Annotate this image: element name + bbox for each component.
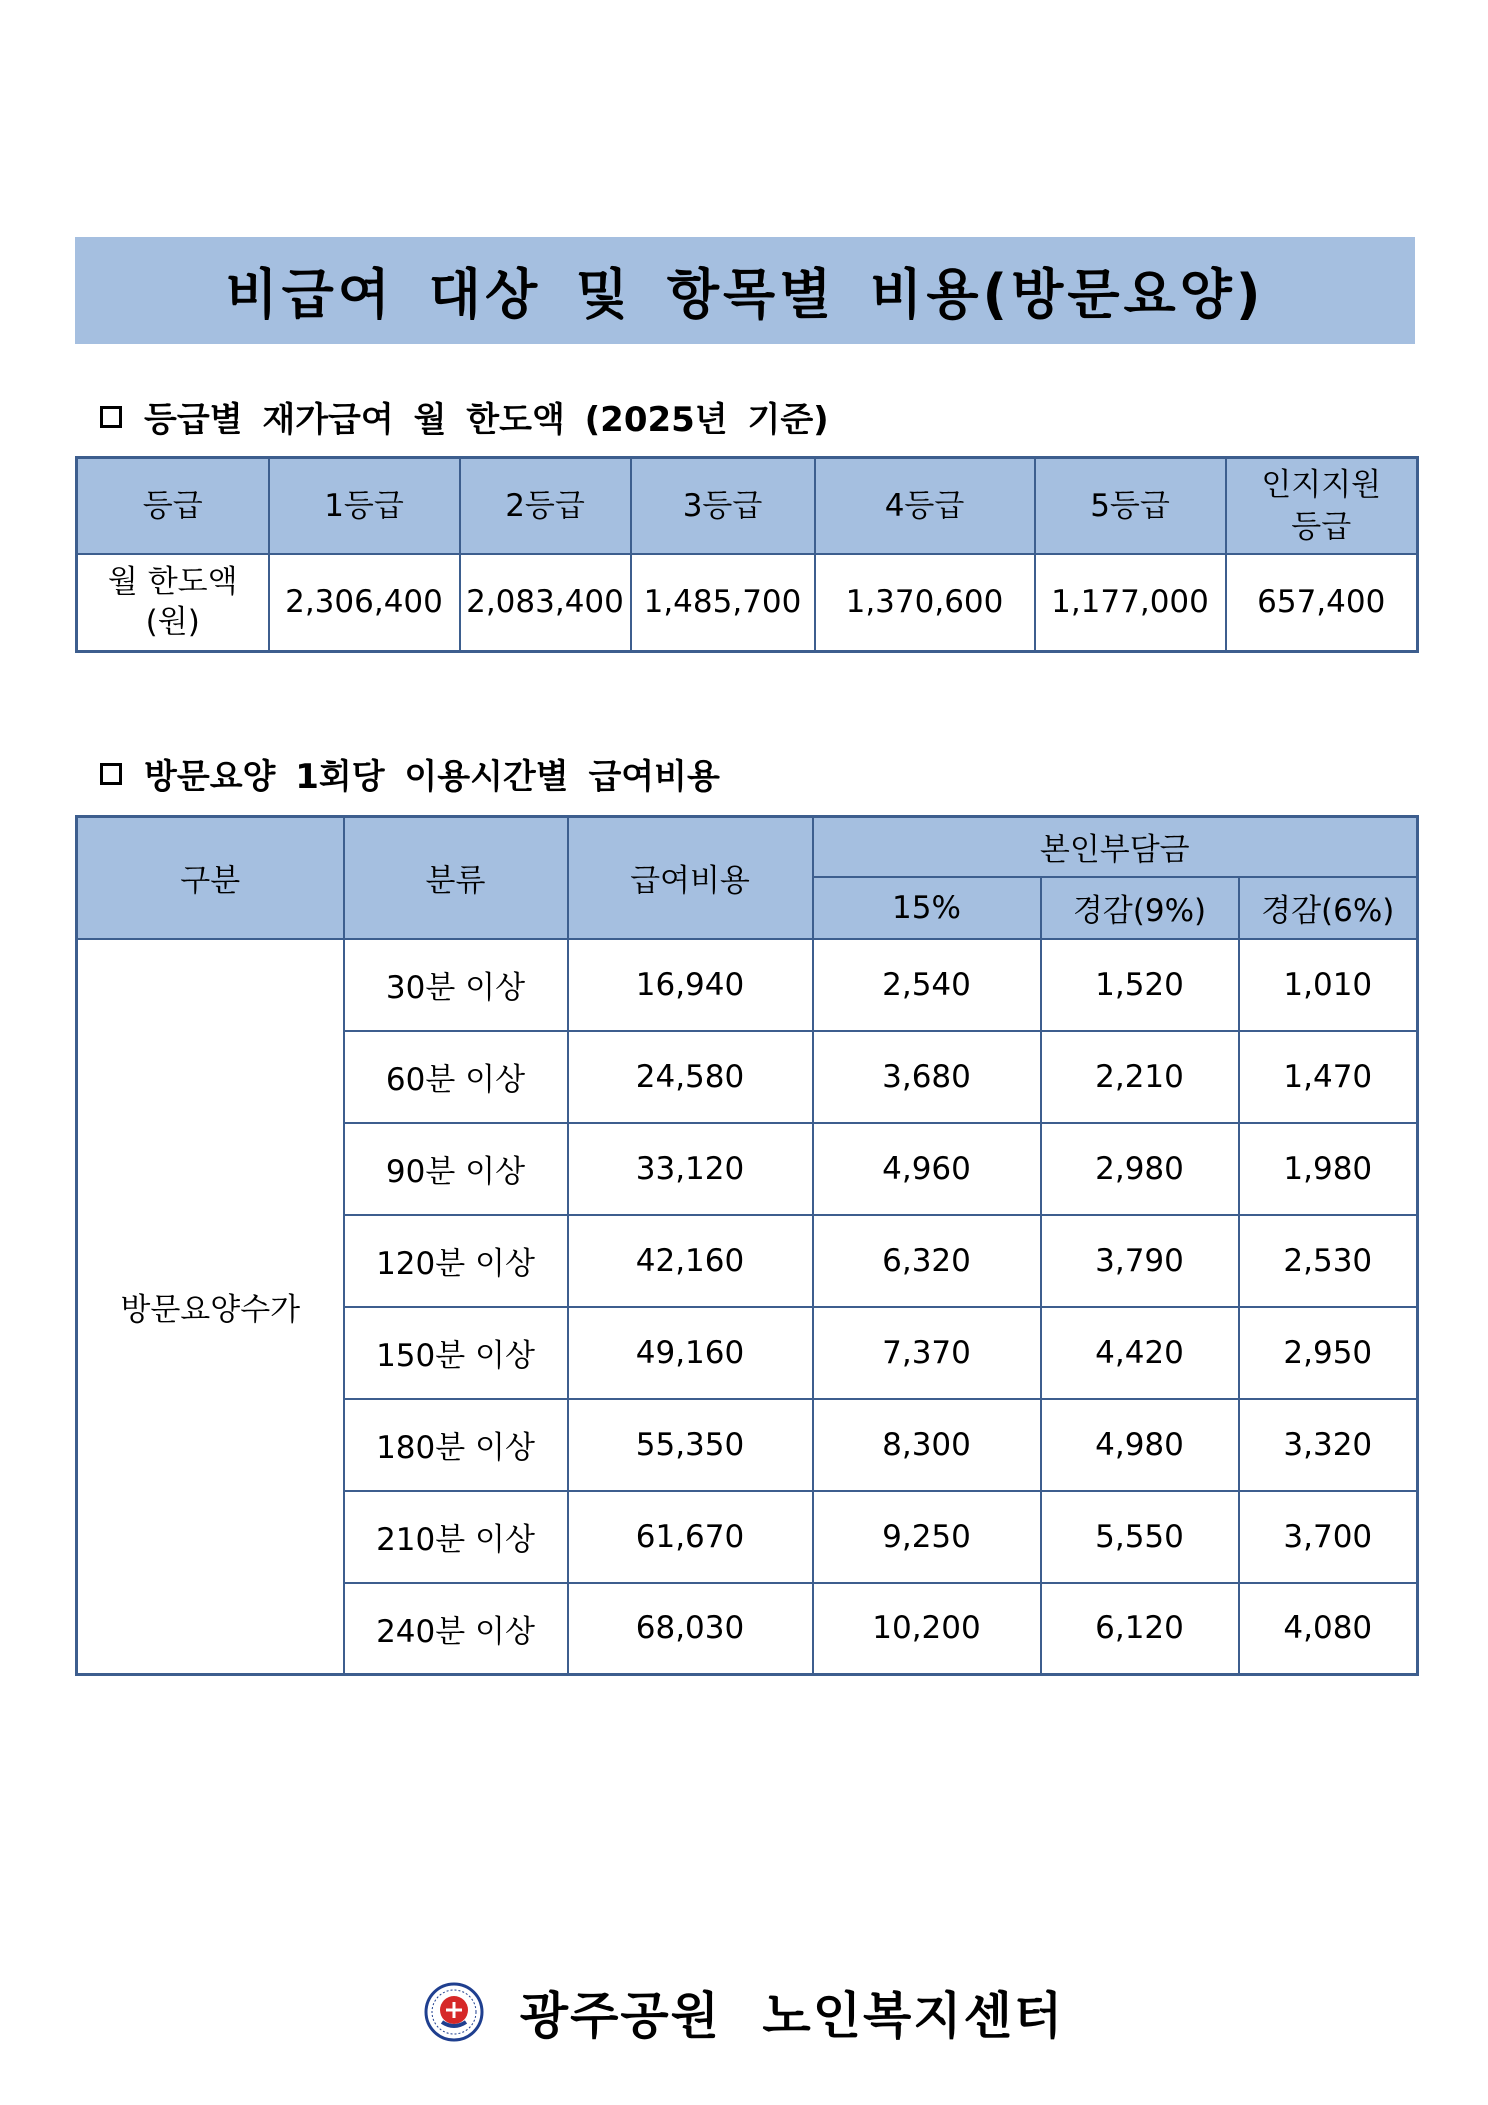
copay-6-cell: 1,980 — [1239, 1123, 1418, 1215]
header-cell: 4등급 — [815, 458, 1035, 554]
time-cell: 120분 이상 — [344, 1215, 568, 1307]
value-cell: 2,083,400 — [460, 554, 631, 652]
value-cell: 2,306,400 — [269, 554, 460, 652]
header-cell: 구분 — [77, 817, 344, 939]
cost-cell: 49,160 — [568, 1307, 813, 1399]
cost-cell: 33,120 — [568, 1123, 813, 1215]
row-label: 월 한도액 (원) — [77, 554, 269, 652]
copay-9-cell: 3,790 — [1041, 1215, 1239, 1307]
copay-6-cell: 2,950 — [1239, 1307, 1418, 1399]
table-row — [77, 939, 1418, 1031]
header-cell: 경감(9%) — [1041, 877, 1239, 939]
copay-9-cell: 4,420 — [1041, 1307, 1239, 1399]
cost-by-time-table — [75, 815, 1419, 1676]
header-cell: 5등급 — [1035, 458, 1226, 554]
copay-6-cell: 4,080 — [1239, 1583, 1418, 1675]
table-row — [77, 554, 1418, 652]
copay-15-cell: 4,960 — [813, 1123, 1041, 1215]
copay-9-cell: 6,120 — [1041, 1583, 1239, 1675]
cost-cell: 61,670 — [568, 1491, 813, 1583]
header-cell: 3등급 — [631, 458, 815, 554]
time-cell: 240분 이상 — [344, 1583, 568, 1675]
copay-15-cell: 9,250 — [813, 1491, 1041, 1583]
value-cell: 1,370,600 — [815, 554, 1035, 652]
title-band — [75, 237, 1415, 344]
org-emblem-icon — [424, 1982, 484, 2042]
copay-9-cell: 1,520 — [1041, 939, 1239, 1031]
copay-15-cell: 3,680 — [813, 1031, 1041, 1123]
copay-9-cell: 4,980 — [1041, 1399, 1239, 1491]
value-cell: 1,177,000 — [1035, 554, 1226, 652]
time-cell: 90분 이상 — [344, 1123, 568, 1215]
section-heading-cost-by-time — [100, 749, 720, 798]
footer — [0, 1976, 1488, 2048]
header-cell: 분류 — [344, 817, 568, 939]
copay-6-cell: 3,700 — [1239, 1491, 1418, 1583]
cost-cell: 42,160 — [568, 1215, 813, 1307]
copay-15-cell: 7,370 — [813, 1307, 1041, 1399]
copay-15-cell: 10,200 — [813, 1583, 1041, 1675]
section-heading-text: 방문요양 1회당 이용시간별 급여비용 — [144, 757, 720, 797]
header-cell: 15% — [813, 877, 1041, 939]
copay-6-cell: 1,470 — [1239, 1031, 1418, 1123]
table-header-row — [77, 817, 1418, 877]
monthly-limit-table — [75, 456, 1419, 653]
header-cell: 등급 — [77, 458, 269, 554]
org-name: 광주공원 노인복지센터 — [519, 1987, 1065, 2045]
section-heading-text: 등급별 재가급여 월 한도액 (2025년 기준) — [144, 400, 829, 440]
header-cell: 본인부담금 — [813, 817, 1418, 877]
table-header-row — [77, 458, 1418, 554]
copay-6-cell: 2,530 — [1239, 1215, 1418, 1307]
header-cell: 인지지원 등급 — [1226, 458, 1418, 554]
copay-9-cell: 2,980 — [1041, 1123, 1239, 1215]
copay-15-cell: 6,320 — [813, 1215, 1041, 1307]
time-cell: 180분 이상 — [344, 1399, 568, 1491]
checkbox-bullet-icon — [100, 763, 122, 785]
copay-6-cell: 3,320 — [1239, 1399, 1418, 1491]
value-cell: 657,400 — [1226, 554, 1418, 652]
copay-15-cell: 8,300 — [813, 1399, 1041, 1491]
cost-cell: 68,030 — [568, 1583, 813, 1675]
time-cell: 150분 이상 — [344, 1307, 568, 1399]
copay-15-cell: 2,540 — [813, 939, 1041, 1031]
cost-cell: 16,940 — [568, 939, 813, 1031]
value-cell: 1,485,700 — [631, 554, 815, 652]
time-cell: 60분 이상 — [344, 1031, 568, 1123]
copay-9-cell: 2,210 — [1041, 1031, 1239, 1123]
copay-6-cell: 1,010 — [1239, 939, 1418, 1031]
header-cell: 1등급 — [269, 458, 460, 554]
header-cell: 급여비용 — [568, 817, 813, 939]
cost-cell: 55,350 — [568, 1399, 813, 1491]
page-title: 비급여 대상 및 항목별 비용(방문요양) — [225, 263, 1265, 326]
time-cell: 30분 이상 — [344, 939, 568, 1031]
header-cell: 2등급 — [460, 458, 631, 554]
header-cell: 경감(6%) — [1239, 877, 1418, 939]
checkbox-bullet-icon — [100, 406, 122, 428]
category-cell: 방문요양수가 — [77, 939, 344, 1675]
time-cell: 210분 이상 — [344, 1491, 568, 1583]
cost-cell: 24,580 — [568, 1031, 813, 1123]
section-heading-monthly-limit — [100, 392, 829, 441]
copay-9-cell: 5,550 — [1041, 1491, 1239, 1583]
